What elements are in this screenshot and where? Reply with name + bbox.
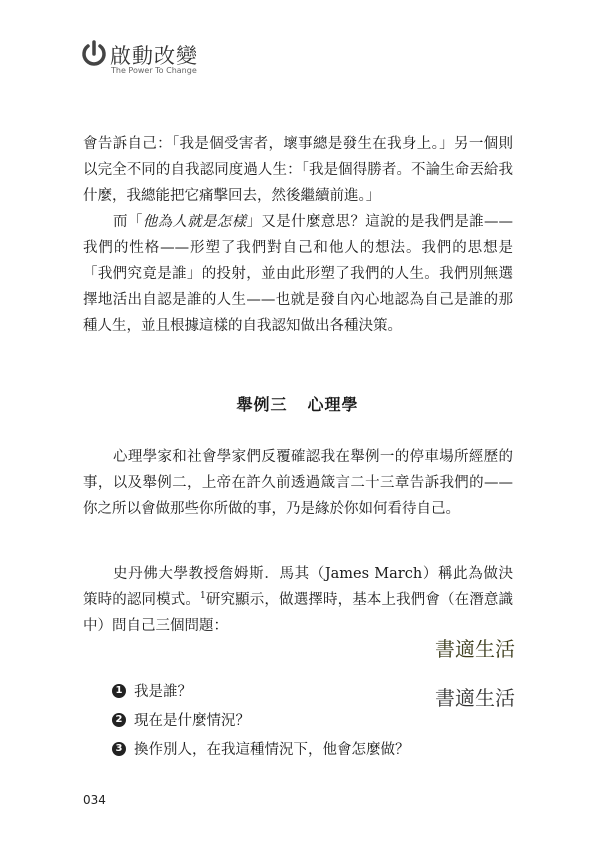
question-text: 換作別人，在我這種情況下，他會怎麼做？ bbox=[134, 742, 410, 758]
question-text: 我是誰？ bbox=[134, 684, 192, 700]
section-heading-topic: 心理學 bbox=[307, 395, 359, 414]
number-bullet-icon: 3 bbox=[112, 742, 126, 756]
paragraph-2 bbox=[83, 209, 513, 339]
section-heading bbox=[0, 392, 595, 415]
paragraph-4-post: 研究顯示，做選擇時，基本上我們會（在潛意識中）問自己三個問題： bbox=[83, 592, 514, 634]
number-bullet-icon: 1 bbox=[112, 684, 126, 698]
list-item bbox=[112, 734, 492, 763]
paragraph-2-pre: 而「 bbox=[113, 214, 143, 230]
paragraph-3: 心理學家和社會學家們反覆確認我在舉例一的停車場所經歷的事，以及舉例二，上帝在許久前透過箴言二十三章告訴我們的——你之所以會做那些你所做的事，乃是緣於你如何看待自己。 bbox=[83, 449, 513, 517]
page-number: 034 bbox=[83, 793, 106, 807]
power-logo-icon bbox=[80, 40, 108, 68]
section-heading-label: 舉例三 bbox=[236, 395, 288, 414]
paragraph-4-pre: 史丹佛大學教授詹姆斯．馬其（James March）稱此為做決策時的認同模式。 bbox=[83, 566, 513, 608]
watermark: 書適生活 bbox=[435, 637, 515, 661]
paragraph-2-post: 」又是什麼意思？這說的是我們是誰——我們的性格——形塑了我們對自己和他人的想法。我們的思想是「我們究竟是誰」的投射，並由此形塑了我們的人生。我們別無選擇地活出自認是誰的人生——也就是發自內心地認為自己是誰的那種人生，並且根據這樣的自我認知做出各種決策。 bbox=[83, 214, 514, 334]
watermark: 書適生活 bbox=[435, 686, 515, 710]
book-header bbox=[80, 40, 280, 80]
footnote-marker: 1 bbox=[200, 591, 206, 602]
logo-title: 啟動改變 bbox=[110, 44, 198, 68]
question-text: 現在是什麼情況？ bbox=[134, 713, 250, 729]
number-bullet-icon: 2 bbox=[112, 713, 126, 727]
paragraph-2-emphasis: 他為人就是怎樣 bbox=[142, 214, 247, 230]
paragraph-4 bbox=[83, 561, 513, 639]
paragraph-1: 會告訴自己：「我是個受害者，壞事總是發生在我身上。」另一個則以完全不同的自我認同度過人生：「我是個得勝者。不論生命丟給我什麼，我總能把它痛擊回去，然後繼續前進。」 bbox=[83, 136, 513, 204]
logo-subtitle: The Power To Change bbox=[111, 66, 197, 75]
